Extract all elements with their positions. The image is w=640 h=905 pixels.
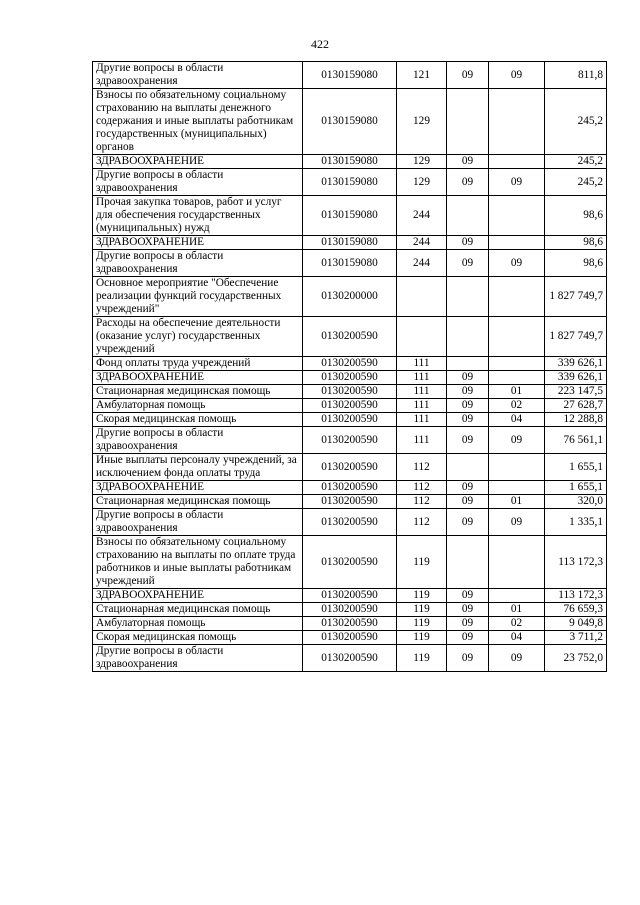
row-expense-type-cell: 111	[397, 399, 447, 413]
row-target-code-cell: 0130200590	[303, 385, 397, 399]
table-row	[93, 617, 607, 631]
row-target-code-cell: 0130159080	[303, 155, 397, 169]
row-name-cell: Амбулаторная помощь	[93, 399, 303, 413]
table-row	[93, 645, 607, 672]
budget-table	[92, 61, 607, 672]
row-expense-type-cell: 112	[397, 495, 447, 509]
row-target-code-cell: 0130159080	[303, 89, 397, 155]
table-row	[93, 169, 607, 196]
row-expense-type-cell: 111	[397, 357, 447, 371]
row-expense-type-cell: 111	[397, 385, 447, 399]
table-row	[93, 481, 607, 495]
row-section-cell: 09	[447, 589, 489, 603]
table-row	[93, 454, 607, 481]
row-amount-cell: 1 827 749,7	[545, 317, 607, 357]
row-expense-type-cell: 111	[397, 413, 447, 427]
row-amount-cell: 1 655,1	[545, 454, 607, 481]
row-subsection-cell	[489, 236, 545, 250]
row-amount-cell: 113 172,3	[545, 536, 607, 589]
row-target-code-cell: 0130200590	[303, 631, 397, 645]
row-subsection-cell	[489, 317, 545, 357]
row-name-cell: Прочая закупка товаров, работ и услуг для обеспечения государственных (муниципальных) нужд	[93, 196, 303, 236]
row-section-cell	[447, 357, 489, 371]
row-subsection-cell	[489, 196, 545, 236]
row-subsection-cell: 01	[489, 603, 545, 617]
row-subsection-cell: 09	[489, 169, 545, 196]
row-name-cell: Стационарная медицинская помощь	[93, 495, 303, 509]
row-name-cell: Основное мероприятие "Обеспечение реализации функций государственных учреждений"	[93, 277, 303, 317]
row-amount-cell: 1 827 749,7	[545, 277, 607, 317]
row-section-cell: 09	[447, 371, 489, 385]
row-name-cell: ЗДРАВООХРАНЕНИЕ	[93, 371, 303, 385]
table-row	[93, 399, 607, 413]
row-amount-cell: 1 655,1	[545, 481, 607, 495]
table-row	[93, 509, 607, 536]
row-section-cell: 09	[447, 155, 489, 169]
row-target-code-cell: 0130200590	[303, 413, 397, 427]
row-amount-cell: 811,8	[545, 62, 607, 89]
row-expense-type-cell: 119	[397, 617, 447, 631]
row-name-cell: Другие вопросы в области здравоохранения	[93, 645, 303, 672]
row-target-code-cell: 0130200590	[303, 509, 397, 536]
row-subsection-cell	[489, 481, 545, 495]
row-name-cell: Скорая медицинская помощь	[93, 413, 303, 427]
row-section-cell: 09	[447, 631, 489, 645]
row-target-code-cell: 0130200590	[303, 617, 397, 631]
table-row	[93, 427, 607, 454]
row-name-cell: Иные выплаты персоналу учреждений, за исключением фонда оплаты труда	[93, 454, 303, 481]
row-subsection-cell: 01	[489, 385, 545, 399]
row-section-cell	[447, 317, 489, 357]
row-target-code-cell: 0130200590	[303, 536, 397, 589]
table-row	[93, 536, 607, 589]
row-amount-cell: 339 626,1	[545, 357, 607, 371]
row-subsection-cell: 04	[489, 413, 545, 427]
row-expense-type-cell: 244	[397, 250, 447, 277]
row-section-cell: 09	[447, 645, 489, 672]
row-name-cell: Скорая медицинская помощь	[93, 631, 303, 645]
row-subsection-cell: 01	[489, 495, 545, 509]
table-row	[93, 155, 607, 169]
row-name-cell: Фонд оплаты труда учреждений	[93, 357, 303, 371]
row-expense-type-cell: 119	[397, 603, 447, 617]
row-target-code-cell: 0130159080	[303, 196, 397, 236]
row-section-cell: 09	[447, 385, 489, 399]
row-expense-type-cell: 119	[397, 589, 447, 603]
row-subsection-cell: 09	[489, 645, 545, 672]
row-target-code-cell: 0130200590	[303, 317, 397, 357]
row-target-code-cell: 0130200590	[303, 481, 397, 495]
row-expense-type-cell: 112	[397, 454, 447, 481]
row-name-cell: ЗДРАВООХРАНЕНИЕ	[93, 589, 303, 603]
row-subsection-cell	[489, 371, 545, 385]
row-amount-cell: 76 659,3	[545, 603, 607, 617]
row-section-cell: 09	[447, 427, 489, 454]
row-section-cell: 09	[447, 481, 489, 495]
row-subsection-cell: 09	[489, 509, 545, 536]
row-expense-type-cell: 129	[397, 155, 447, 169]
table-row	[93, 603, 607, 617]
table-row	[93, 196, 607, 236]
row-expense-type-cell: 119	[397, 645, 447, 672]
table-row	[93, 589, 607, 603]
row-expense-type-cell: 111	[397, 371, 447, 385]
row-amount-cell: 76 561,1	[545, 427, 607, 454]
row-name-cell: ЗДРАВООХРАНЕНИЕ	[93, 481, 303, 495]
row-section-cell	[447, 196, 489, 236]
row-name-cell: Взносы по обязательному социальному страхованию на выплаты денежного содержания и иные выплаты работникам государственных (муниципальных) органов	[93, 89, 303, 155]
row-expense-type-cell: 112	[397, 509, 447, 536]
row-target-code-cell: 0130159080	[303, 236, 397, 250]
row-expense-type-cell	[397, 277, 447, 317]
row-name-cell: ЗДРАВООХРАНЕНИЕ	[93, 155, 303, 169]
row-subsection-cell	[489, 589, 545, 603]
row-subsection-cell: 02	[489, 399, 545, 413]
row-subsection-cell: 02	[489, 617, 545, 631]
row-amount-cell: 98,6	[545, 196, 607, 236]
row-amount-cell: 23 752,0	[545, 645, 607, 672]
row-amount-cell: 245,2	[545, 169, 607, 196]
page-number: 422	[311, 37, 329, 51]
table-row	[93, 495, 607, 509]
row-subsection-cell: 09	[489, 427, 545, 454]
row-section-cell: 09	[447, 399, 489, 413]
row-amount-cell: 98,6	[545, 236, 607, 250]
row-target-code-cell: 0130200590	[303, 399, 397, 413]
row-section-cell: 09	[447, 509, 489, 536]
row-section-cell	[447, 277, 489, 317]
budget-table-body	[93, 62, 607, 672]
row-amount-cell: 245,2	[545, 89, 607, 155]
row-expense-type-cell: 121	[397, 62, 447, 89]
table-row	[93, 89, 607, 155]
row-amount-cell: 320,0	[545, 495, 607, 509]
table-row	[93, 413, 607, 427]
table-row	[93, 62, 607, 89]
row-section-cell	[447, 89, 489, 155]
row-target-code-cell: 0130200590	[303, 603, 397, 617]
row-expense-type-cell: 111	[397, 427, 447, 454]
row-section-cell: 09	[447, 413, 489, 427]
table-row	[93, 317, 607, 357]
row-target-code-cell: 0130200000	[303, 277, 397, 317]
row-expense-type-cell: 112	[397, 481, 447, 495]
row-amount-cell: 9 049,8	[545, 617, 607, 631]
row-subsection-cell: 04	[489, 631, 545, 645]
row-amount-cell: 1 335,1	[545, 509, 607, 536]
row-amount-cell: 223 147,5	[545, 385, 607, 399]
row-expense-type-cell: 244	[397, 196, 447, 236]
row-subsection-cell	[489, 536, 545, 589]
row-subsection-cell	[489, 454, 545, 481]
row-amount-cell: 27 628,7	[545, 399, 607, 413]
row-section-cell	[447, 536, 489, 589]
row-target-code-cell: 0130200590	[303, 454, 397, 481]
row-name-cell: Взносы по обязательному социальному страхованию на выплаты по оплате труда работников и иные выплаты работникам учреждений	[93, 536, 303, 589]
table-row	[93, 277, 607, 317]
row-target-code-cell: 0130200590	[303, 371, 397, 385]
row-expense-type-cell: 119	[397, 631, 447, 645]
row-expense-type-cell: 119	[397, 536, 447, 589]
row-target-code-cell: 0130159080	[303, 250, 397, 277]
row-amount-cell: 98,6	[545, 250, 607, 277]
row-name-cell: Другие вопросы в области здравоохранения	[93, 509, 303, 536]
row-amount-cell: 113 172,3	[545, 589, 607, 603]
row-name-cell: Другие вопросы в области здравоохранения	[93, 250, 303, 277]
row-subsection-cell	[489, 155, 545, 169]
row-amount-cell: 3 711,2	[545, 631, 607, 645]
row-name-cell: Стационарная медицинская помощь	[93, 385, 303, 399]
row-name-cell: ЗДРАВООХРАНЕНИЕ	[93, 236, 303, 250]
row-target-code-cell: 0130159080	[303, 169, 397, 196]
row-section-cell: 09	[447, 62, 489, 89]
table-row	[93, 371, 607, 385]
row-name-cell: Расходы на обеспечение деятельности (оказание услуг) государственных учреждений	[93, 317, 303, 357]
row-section-cell: 09	[447, 617, 489, 631]
row-target-code-cell: 0130159080	[303, 62, 397, 89]
row-target-code-cell: 0130200590	[303, 357, 397, 371]
row-amount-cell: 245,2	[545, 155, 607, 169]
row-subsection-cell: 09	[489, 62, 545, 89]
row-amount-cell: 12 288,8	[545, 413, 607, 427]
row-section-cell: 09	[447, 495, 489, 509]
row-target-code-cell: 0130200590	[303, 589, 397, 603]
row-subsection-cell	[489, 277, 545, 317]
row-name-cell: Другие вопросы в области здравоохранения	[93, 169, 303, 196]
row-name-cell: Амбулаторная помощь	[93, 617, 303, 631]
row-expense-type-cell: 129	[397, 89, 447, 155]
table-row	[93, 357, 607, 371]
row-subsection-cell	[489, 357, 545, 371]
row-name-cell: Стационарная медицинская помощь	[93, 603, 303, 617]
table-row	[93, 250, 607, 277]
row-amount-cell: 339 626,1	[545, 371, 607, 385]
row-expense-type-cell	[397, 317, 447, 357]
row-section-cell: 09	[447, 169, 489, 196]
row-name-cell: Другие вопросы в области здравоохранения	[93, 62, 303, 89]
row-section-cell: 09	[447, 250, 489, 277]
row-section-cell: 09	[447, 603, 489, 617]
row-expense-type-cell: 244	[397, 236, 447, 250]
row-subsection-cell: 09	[489, 250, 545, 277]
table-row	[93, 631, 607, 645]
row-target-code-cell: 0130200590	[303, 645, 397, 672]
row-target-code-cell: 0130200590	[303, 495, 397, 509]
row-subsection-cell	[489, 89, 545, 155]
table-row	[93, 236, 607, 250]
row-section-cell	[447, 454, 489, 481]
row-expense-type-cell: 129	[397, 169, 447, 196]
table-row	[93, 385, 607, 399]
row-section-cell: 09	[447, 236, 489, 250]
row-target-code-cell: 0130200590	[303, 427, 397, 454]
row-name-cell: Другие вопросы в области здравоохранения	[93, 427, 303, 454]
